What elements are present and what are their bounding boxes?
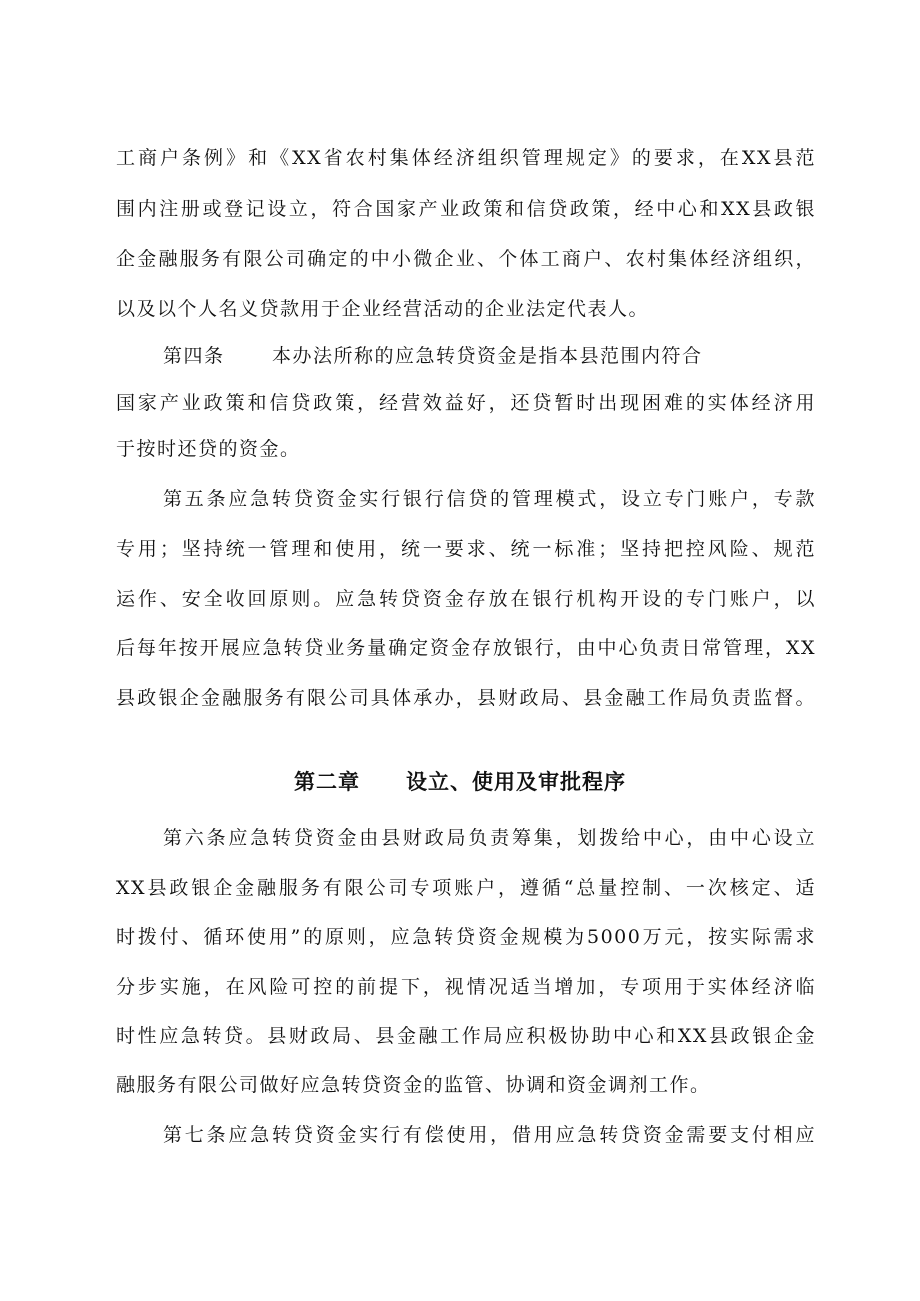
paragraph-line: 以及以个人名义贷款用于企业经营活动的企业法定代表人。: [116, 298, 650, 320]
paragraph-line: 时拨付、循环使用”的原则，应急转贷资金规模为5000万元，按实际需求: [116, 926, 816, 948]
paragraph-line: 本办法所称的应急转贷资金是指本县范围内符合: [272, 345, 703, 367]
paragraph-line: 后每年按开展应急转贷业务量确定资金存放银行，由中心负责日常管理，XX: [116, 637, 816, 659]
paragraph-line: 时性应急转贷。县财政局、县金融工作局应积极协助中心和XX县政银企金: [116, 1025, 816, 1047]
paragraph-line: 围内注册或登记设立，符合国家产业政策和信贷政策，经中心和XX县政银: [116, 198, 816, 220]
paragraph-line: XX县政银企金融服务有限公司专项账户，遵循“总量控制、一次核定、适: [116, 877, 816, 899]
paragraph-line: 融服务有限公司做好应急转贷资金的监管、协调和资金调剂工作。: [116, 1074, 711, 1096]
paragraph-line: 第六条应急转贷资金由县财政局负责筹集，划拨给中心，由中心设立: [163, 827, 816, 849]
chapter-title: 设立、使用及审批程序: [406, 770, 626, 794]
paragraph-line: 第五条应急转贷资金实行银行信贷的管理模式，设立专门账户，专款: [163, 488, 816, 510]
paragraph-line: 第七条应急转贷资金实行有偿使用，借用应急转贷资金需要支付相应: [163, 1124, 816, 1146]
chapter-number: 第二章: [294, 770, 360, 794]
paragraph-line: 分步实施，在风险可控的前提下，视情况适当增加，专项用于实体经济临: [116, 976, 816, 998]
paragraph-line: 运作、安全收回原则。应急转贷资金存放在银行机构开设的专门账户，以: [116, 588, 816, 610]
article-label: 第四条: [163, 345, 225, 367]
chapter-heading: [0, 768, 920, 796]
paragraph-line: 国家产业政策和信贷政策，经营效益好，还贷暂时出现困难的实体经济用: [116, 392, 816, 414]
paragraph-line: 企金融服务有限公司确定的中小微企业、个体工商户、农村集体经济组织，: [116, 248, 816, 270]
paragraph-line: 于按时还贷的资金。: [116, 438, 301, 460]
paragraph-line: 县政银企金融服务有限公司具体承办，县财政局、县金融工作局负责监督。: [116, 687, 816, 709]
paragraph-line: 专用；坚持统一管理和使用，统一要求、统一标准；坚持把控风险、规范: [116, 538, 816, 560]
paragraph-line: 工商户条例》和《XX省农村集体经济组织管理规定》的要求，在XX县范: [116, 147, 816, 169]
